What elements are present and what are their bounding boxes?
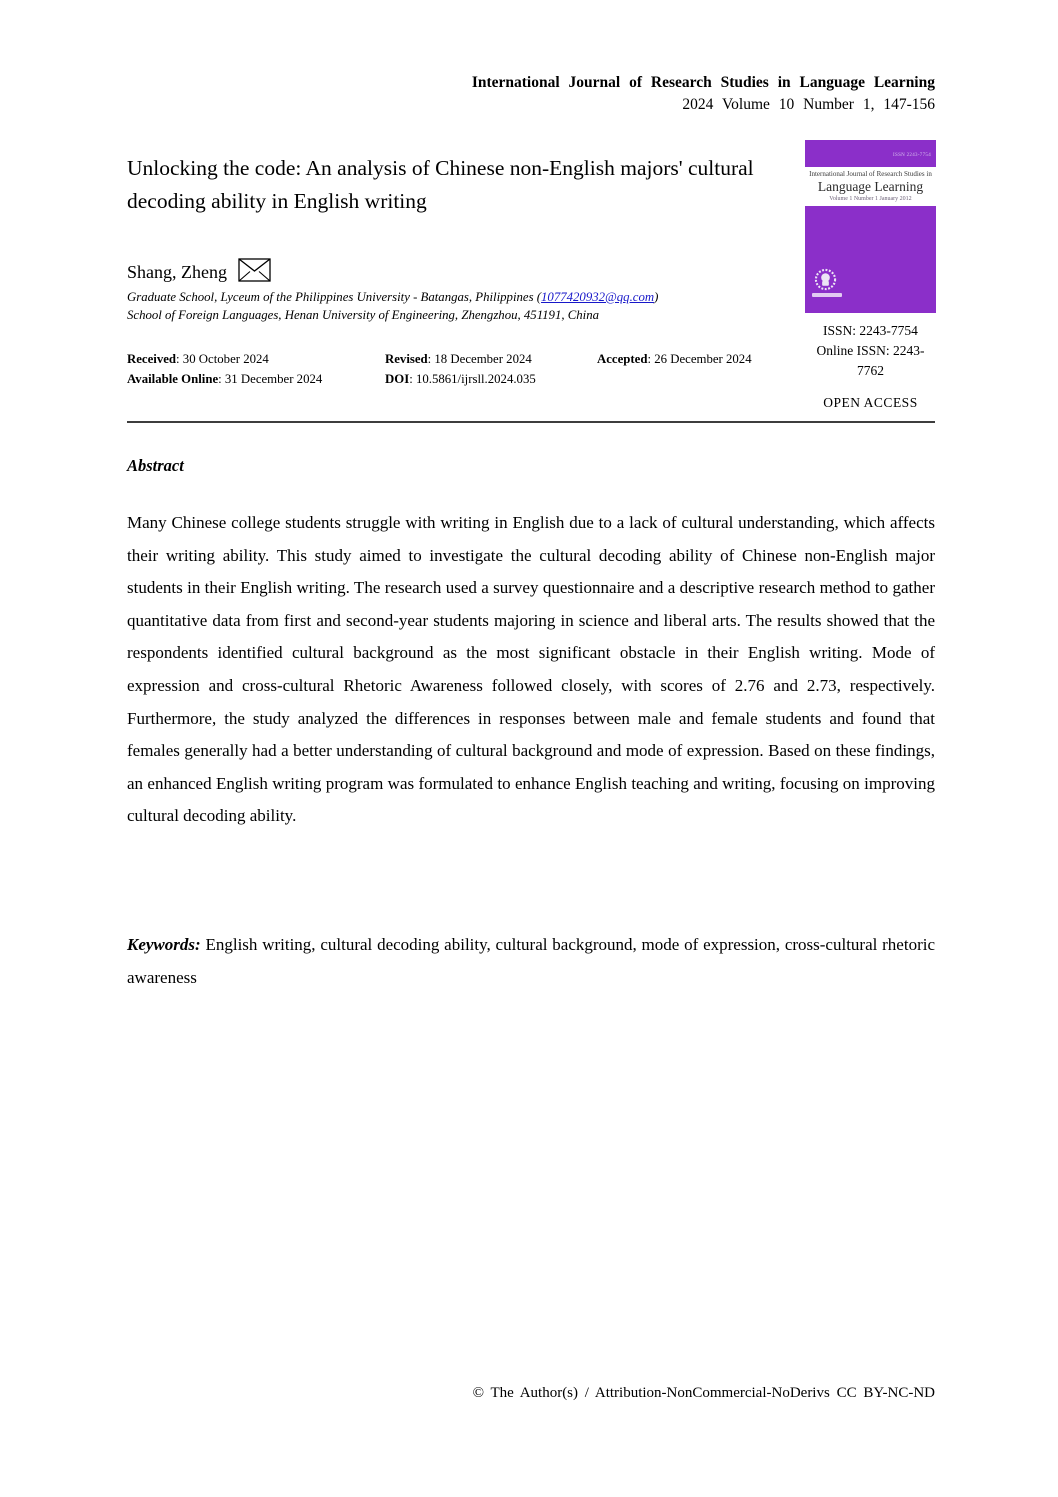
article-meta [127, 349, 827, 389]
journal-header [472, 72, 935, 116]
copyright-footer: © The Author(s) / Attribution-NonCommercial-NoDerivs CC BY-NC-ND [472, 1385, 935, 1401]
keywords-label: Keywords: [127, 935, 201, 954]
affiliation-1-suffix: ) [654, 290, 659, 304]
keywords [127, 929, 935, 994]
author-line [127, 258, 271, 284]
open-access-label: OPEN ACCESS [823, 395, 918, 410]
issn-print: ISSN: 2243-7754 [823, 323, 918, 338]
envelope-icon [238, 258, 271, 282]
cover-volume-line: Volume 1 Number 1 January 2012 [829, 196, 912, 202]
abstract-body: Many Chinese college students struggle with writing in English due to a lack of cultural understanding, which affects their writing ability. This study aimed to investigate the cultural decoding ability of Chinese non-English major students in their English writing. The research used a survey questionnaire and a descriptive research method to gather quantitative data from first and second-year students majoring in science and liberal arts. The results showed that the respondents identified cultural background as the most significant obstacle in their English writing. Mode of expression and cross-cultural Rhetoric Awareness followed closely, with scores of 2.76 and 2.73, respectively. Furthermore, the study analyzed the differences in responses between male and female students and found that females generally had a better understanding of cultural background and mode of expression. Based on these findings, an enhanced English writing program was formulated to enhance English teaching and writing, focusing on improving cultural decoding ability. [127, 513, 935, 826]
author-email-link[interactable]: 1077420932@qq.com [541, 290, 655, 304]
keywords-text: English writing, cultural decoding ability, cultural background, mode of expression, cross-cultural rhetoric awareness [127, 935, 935, 987]
emblem-caption [812, 293, 842, 297]
meta-revised: Revised: 18 December 2024 [385, 352, 532, 366]
abstract-heading: Abstract [127, 456, 184, 475]
laurel-emblem-icon [814, 268, 837, 291]
cover-top-band [805, 140, 936, 167]
cover-series-line: International Journal of Research Studies in [809, 170, 932, 178]
journal-issue-info: 2024 Volume 10 Number 1, 147-156 [682, 96, 935, 113]
affiliation-1 [127, 288, 807, 306]
meta-accepted: Accepted: 26 December 2024 [597, 352, 752, 366]
header-divider [127, 421, 935, 423]
issn-online: Online ISSN: 2243-7762 [816, 343, 925, 378]
cover-corner-issn: ISSN 2243-7754 [893, 153, 931, 158]
cover-journal-title: Language Learning [817, 179, 924, 194]
meta-doi: DOI: 10.5861/ijrsll.2024.035 [385, 372, 536, 386]
affiliation-2: School of Foreign Languages, Henan University of Engineering, Zhengzhou, 451191, China [127, 308, 600, 322]
journal-cover [805, 140, 936, 313]
meta-received: Received: 30 October 2024 [127, 352, 269, 366]
cover-body [805, 206, 936, 313]
cover-title-band [805, 167, 936, 206]
journal-name: International Journal of Research Studies in Language Learning [471, 74, 935, 91]
affiliation-1-text: Graduate School, Lyceum of the Philippines University - Batangas, Philippines ( [127, 290, 542, 304]
author-name: Shang, Zheng [127, 262, 227, 282]
affiliations [127, 288, 807, 324]
meta-available-online: Available Online: 31 December 2024 [127, 372, 323, 386]
paper-title: Unlocking the code: An analysis of Chinese non-English majors' cultural decoding ability in English writing [127, 156, 754, 213]
